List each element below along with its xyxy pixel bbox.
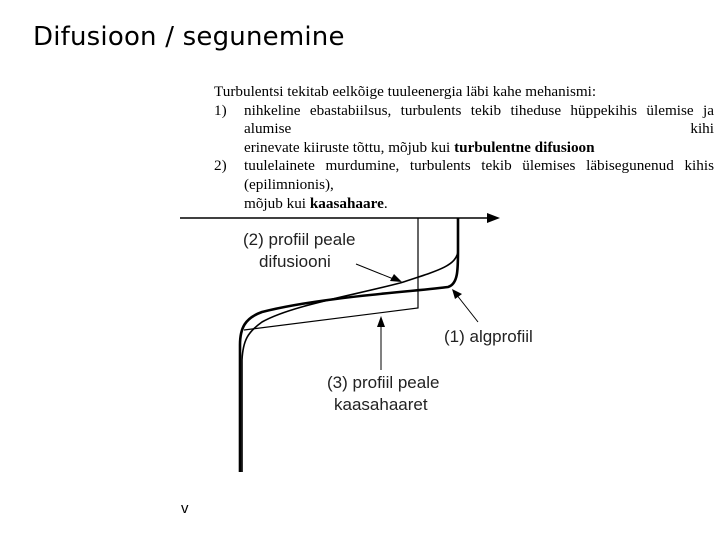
label-profile-after-entrainment-1: (3) profiil peale: [327, 373, 440, 392]
label-profile-after-diffusion-1: (2) profiil peale: [243, 230, 356, 249]
term-entrainment: kaasahaare: [309, 194, 384, 212]
arrow-to-entrainment-profile: [377, 316, 385, 370]
arrow-to-diffusion-profile: [356, 264, 402, 282]
page-title: Difusioon / segunemine: [33, 22, 345, 52]
arrow-to-initial-profile: [452, 289, 478, 322]
term-turbulent-diffusion: turbulentne difusioon: [454, 138, 595, 156]
item-2-line-1: tuulelainete murdumine, turbulents tekib ülemises läbisegunenud kihis (epilimnionis),: [244, 157, 714, 193]
axis-arrow-head: [487, 213, 500, 223]
item-1-line-1: nihkeline ebastabiilsus, turbulents tekib tiheduse hüppekihis ülemise ja alumise kihi: [244, 101, 714, 138]
intro-text: Turbulentsi tekitab eelkõige tuuleenergia läbi kahe mehanismi:: [214, 83, 597, 100]
label-initial-profile: (1) algprofiil: [444, 327, 533, 346]
list-number-2: 2): [214, 157, 227, 175]
bottom-marker-text: v: [181, 500, 189, 517]
label-profile-after-entrainment-2: kaasahaaret: [334, 395, 428, 414]
label-profile-after-diffusion-2: difusiooni: [259, 252, 331, 271]
list-number-1: 1): [214, 101, 227, 119]
item-1-line-2: erinevate kiiruste tõttu, mõjub kui turbulentne difusioon: [244, 138, 595, 156]
item-2-line-2: mõjub kui kaasahaare.: [244, 194, 388, 212]
